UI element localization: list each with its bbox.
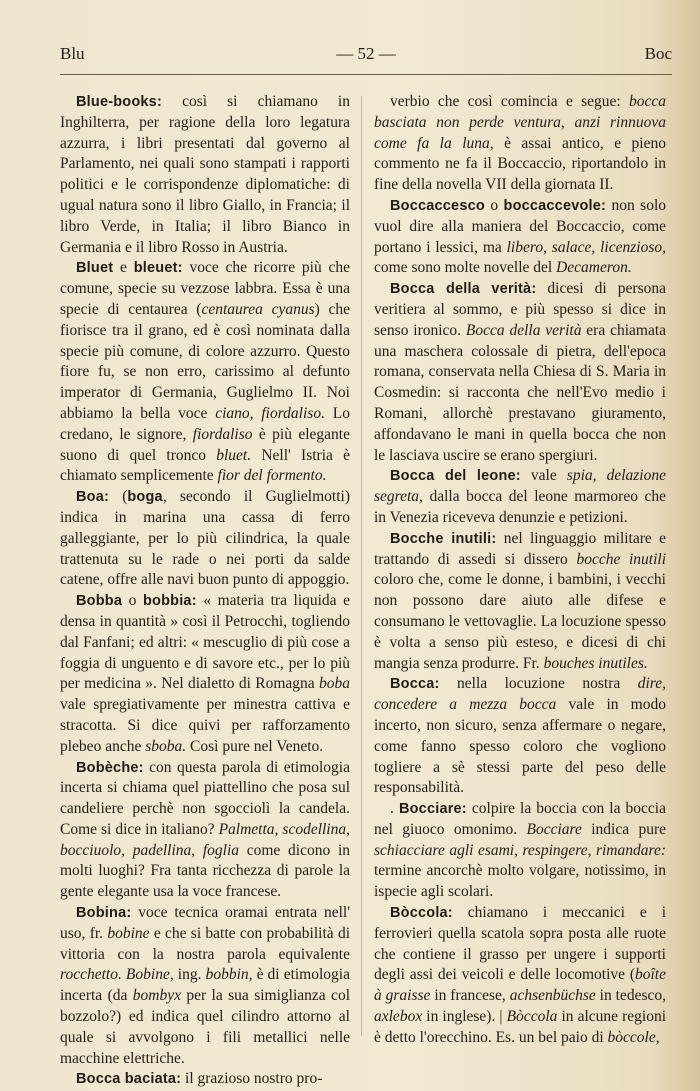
dictionary-entry (60, 92, 350, 258)
dictionary-entry (374, 903, 666, 1049)
entry-italic-text: boîte à graisse (374, 966, 666, 1005)
entry-headword: Bocca: (390, 676, 440, 693)
entry-italic-text: spia, delazione segreta, (374, 467, 666, 506)
dictionary-entry (60, 487, 350, 591)
entry-text: verbio che così comincia e segue: (390, 93, 629, 110)
entry-text: vale in modo incerto, non sicuro, senza affermare o negare, come fanno spesso coloro che vogliono togliere a sè stessi parte del peso delle responsabilità. (374, 696, 666, 797)
entry-text: o (484, 196, 504, 214)
entry-text: termine ancorchè molto volgare, notissimo, in ispecie agli scolari. (374, 862, 666, 901)
entry-italic-text: Bocca della verità (465, 321, 582, 339)
entry-headword: Bocca del leone: (390, 468, 521, 485)
entry-headword: boga (127, 489, 163, 506)
entry-text: come sono molte novelle del (374, 259, 557, 277)
dictionary-entry (374, 279, 666, 466)
entry-headword: bleuet: (133, 260, 183, 277)
entry-italic-text: fiordaliso (192, 425, 253, 443)
entry-text: ( (109, 488, 128, 506)
entry-text: è assai antico, e pieno commento ne fa il Boccaccio, riportandolo in fine della novella VII della giornata II. (374, 134, 666, 194)
entry-text: per la sua simiglianza col bozzolo?) ed indica quel cilindro attorno al quale si avvolgono i fili metallici nelle macchine elettriche. (60, 987, 350, 1067)
entry-italic-text: centaurea cyanus (201, 300, 315, 318)
entry-italic-text: boba (319, 675, 350, 693)
entry-text: . (390, 800, 399, 818)
entry-text: in alcune regioni è detto l'orecchino. Es. un bel paio di (374, 1008, 667, 1046)
dictionary-entry (60, 591, 350, 757)
entry-text: vale (520, 467, 567, 485)
entry-italic-text: axlebox (374, 1008, 423, 1026)
entry-headword: Bòccola: (390, 905, 453, 922)
entry-italic-text: bluet. (216, 446, 252, 464)
entry-headword: boccaccevole: (503, 197, 607, 214)
entry-text: Lo credano, le signore, (60, 404, 351, 443)
entry-text: colpire la boccia con la boccia nel giuoco omonimo. (374, 800, 666, 838)
entry-text: come dicono in molti luoghi? Fra tanta ricchezza di parole la gente elegante usa la voce francese. (60, 841, 350, 901)
entry-text: era chiamata una maschera colossale di pietra, dell'epoca romana, conservata nella Chiesa di S. Maria in Cosmedin: si racconta che nell'Evo medio i Romani, allorchè prestavano giuramento, affondavano le mani in quella bocca che non le lasciava uscire se erano spergiuri. (374, 321, 667, 464)
entry-italic-text: sboba. (145, 737, 187, 755)
entry-italic-text: ciano, fiordaliso. (215, 404, 325, 422)
entry-text: dicesi di persona veritiera al sommo, e più spesso si dice in senso ironico. (374, 280, 666, 339)
entry-headword: Blue-books: (76, 94, 162, 110)
left-column (60, 92, 350, 1090)
entry-italic-text: libero, salace, licenzioso, (506, 238, 666, 256)
entry-headword: Boa: (76, 489, 110, 506)
entry-text: indica pure (581, 820, 667, 838)
entry-italic-text: Decameron. (556, 259, 632, 277)
entry-italic-text: rocchetto. Bobine, (60, 966, 174, 984)
entry-text: vale spregiativamente per minestra cattiva e stracotta. Si dice quivi per rafforzamento plebeo anche (60, 696, 350, 755)
right-column (374, 92, 666, 1049)
running-header (60, 44, 672, 70)
entry-headword: Boccaccesco (390, 197, 485, 214)
entry-headword: Bobina: (76, 905, 132, 922)
entry-italic-text: bocca basciata non perde ventura, anzi rinnuova come fa la luna, (374, 93, 666, 152)
entry-italic-text: schiacciare agli esami, respingere, rimandare: (374, 841, 666, 859)
dictionary-entry (60, 903, 350, 1069)
dictionary-entry (374, 799, 666, 903)
entry-text: , secondo il Guglielmotti) indica in marina una cassa di ferro galleggiante, per lo più cilindrica, la quale trattenuta su le rade o nei porti da salde catene, offre alle navi buon punto di appoggio. (60, 488, 350, 589)
entry-text: in tedesco, (595, 987, 666, 1005)
entry-text: coloro che, come le donne, i bambini, i vecchi non possono dare aiuto alle difese e consumano le vettovaglie. La locuzione spesso è volta a senso più esteso, e dicesi di chi mangia senza produrre. Fr. (374, 571, 666, 672)
entry-headword: Bocciare: (398, 801, 467, 818)
dictionary-entry (60, 1069, 350, 1090)
entry-headword: Bocche inutili: (390, 530, 497, 547)
entry-text: è di etimologia incerta (da (60, 966, 350, 1005)
entry-text: con questa parola di etimologia incerta si chiama quel piattellino che posa sul candeliere perchè non sgocciolì la candela. Come si dice in italiano? (60, 758, 350, 838)
entry-text: Così pure nel Veneto. (186, 737, 324, 755)
dictionary-entry (60, 758, 350, 904)
entry-text: e che si batte con probabilità di vittoria con la nostra parola equivalente (60, 924, 351, 963)
entry-headword: Bocca della verità: (390, 281, 537, 298)
entry-text: ) che fiorisce tra il grano, ed è così nominata dalla specie più comune, di colore azzurro. Questo fiore fu, se non erro, carissimo al defunto imperator di Germania, Guglielmo II. Noi abbiamo la bella voce (60, 300, 350, 422)
entry-italic-text: bocche inutili (576, 550, 667, 568)
entry-text: voce tecnica oramai entrata nell' uso, fr. (60, 904, 350, 942)
entry-text: o (122, 592, 143, 610)
entry-headword: Bocca baciata: (76, 1071, 182, 1088)
entry-headword: Bobèche: (76, 759, 144, 776)
entry-text: ing. (173, 966, 206, 984)
entry-text: voce che ricorre più che comune, specie su vezzose labbra. Essa è una specie di centaurea ( (60, 259, 350, 318)
entry-italic-text: achsenbüchse (509, 987, 596, 1005)
dictionary-entry (374, 466, 666, 528)
entry-text: dalla bocca del leone marmoreo che in Venezia riceveva denunzie e petizioni. (374, 488, 666, 526)
dictionary-entry (374, 92, 666, 196)
entry-text: il grazioso nostro pro- (181, 1070, 323, 1088)
column-divider (361, 96, 362, 1036)
dictionary-entry (374, 674, 666, 799)
entry-italic-text: dire, concedere a mezza bocca (374, 675, 666, 714)
entry-headword: bobbia: (142, 593, 197, 610)
entry-text: chiamano i meccanici e i ferrovieri quella scatola sopra posta alle ruote che contiene il grasso per ungere i supporti degli assi dei veicoli e delle locomotive ( (374, 904, 666, 984)
entry-headword: Bluet (76, 260, 114, 277)
dictionary-entry (374, 196, 666, 279)
entry-text: Nell' Istria è chiamato semplicemente (60, 446, 350, 485)
header-right-guide-word: Boc (644, 44, 672, 63)
dictionary-entry (374, 529, 666, 675)
entry-italic-text: Palmetta, scodellina, bocciuolo, padellina, foglia (60, 820, 350, 859)
entry-italic-text: bòccole, (607, 1028, 660, 1046)
entry-text: non solo vuol dire alla maniera del Boccaccio, come portano i lessici, ma (374, 196, 667, 256)
dictionary-entry (60, 258, 350, 487)
header-rule (60, 74, 672, 75)
entry-italic-text: bobbin, (205, 966, 253, 984)
entry-text: nella locuzione nostra (439, 675, 638, 693)
entry-italic-text: Bòccola (506, 1008, 558, 1026)
entry-italic-text: bobine (107, 924, 150, 942)
entry-text: nel linguaggio militare e trattando di assedi si dissero (374, 529, 666, 568)
page-number: — 52 — (336, 44, 396, 63)
entry-text: « materia tra liquida e densa in quantità » così il Petrocchi, togliendo dal Fanfani; ed altri: « mescuglio di più cose a foggia di unguento e di savore etc., per lo più per medicina ». Nel dialetto di Romagna (60, 592, 350, 693)
entry-text: così si chiamano in Inghilterra, per ragione della loro legatura azzurra, i libri presentati dal governo al Parlamento, nei quali sono stampati i rapporti politici e le corrispondenze diplomatiche: di ugual natura sono il libro Giallo, in Francia; il libro Verde, in Italia; il libro Bianco in Germania e il libro Rosso in Austria. (60, 93, 350, 256)
entry-text: in francese, (430, 987, 510, 1005)
entry-italic-text: Bocciare (526, 820, 582, 838)
entry-italic-text: bouches inutiles. (543, 654, 648, 672)
entry-headword: Bobba (76, 593, 123, 610)
entry-text: in inglese). | (422, 1008, 507, 1026)
entry-text: e (113, 259, 134, 277)
entry-text: è più elegante suono di quel tronco (60, 425, 350, 464)
header-left-guide-word: Blu (60, 44, 85, 63)
entry-italic-text: fior del formento. (217, 467, 327, 485)
entry-italic-text: bombyx (132, 987, 181, 1005)
